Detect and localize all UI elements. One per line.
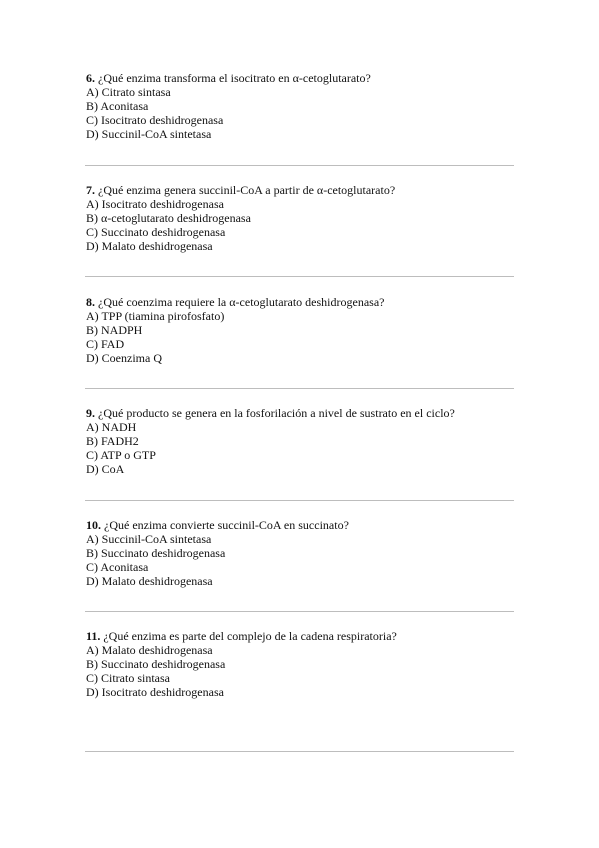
question-line <box>86 518 516 532</box>
question-line <box>86 629 516 643</box>
divider <box>85 500 514 501</box>
question-text: ¿Qué coenzima requiere la α-cetoglutarato deshidrogenasa? <box>98 295 385 309</box>
option-d: D) Succinil-CoA sintetasa <box>86 127 212 141</box>
option-c: C) Isocitrato deshidrogenasa <box>86 113 224 127</box>
question-line <box>86 406 516 420</box>
question-text: ¿Qué enzima convierte succinil-CoA en succinato? <box>104 518 349 532</box>
question-8 <box>86 295 516 365</box>
question-text: ¿Qué enzima es parte del complejo de la cadena respiratoria? <box>103 629 397 643</box>
option-d: D) Coenzima Q <box>86 351 162 365</box>
question-6 <box>86 71 516 141</box>
question-text: ¿Qué enzima genera succinil-CoA a partir de α-cetoglutarato? <box>98 183 396 197</box>
question-number: 7. <box>86 183 95 197</box>
option-a: A) Malato deshidrogenasa <box>86 643 213 657</box>
question-number: 8. <box>86 295 95 309</box>
question-11 <box>86 629 516 699</box>
question-text: ¿Qué enzima transforma el isocitrato en α-cetoglutarato? <box>98 71 371 85</box>
question-line <box>86 295 516 309</box>
question-number: 6. <box>86 71 95 85</box>
option-c: C) Citrato sintasa <box>86 671 170 685</box>
question-7 <box>86 183 516 253</box>
option-b: B) α-cetoglutarato deshidrogenasa <box>86 211 251 225</box>
option-a: A) Citrato sintasa <box>86 85 171 99</box>
option-a: A) TPP (tiamina pirofosfato) <box>86 309 225 323</box>
option-c: C) Succinato deshidrogenasa <box>86 225 226 239</box>
divider <box>85 276 514 277</box>
option-d: D) Isocitrato deshidrogenasa <box>86 685 224 699</box>
divider <box>85 388 514 389</box>
question-number: 9. <box>86 406 95 420</box>
option-a: A) Isocitrato deshidrogenasa <box>86 197 224 211</box>
option-a: A) NADH <box>86 420 137 434</box>
option-c: C) Aconitasa <box>86 560 149 574</box>
divider <box>85 165 514 166</box>
option-d: D) CoA <box>86 462 125 476</box>
divider <box>85 751 514 752</box>
option-c: C) ATP o GTP <box>86 448 156 462</box>
question-9 <box>86 406 516 476</box>
option-d: D) Malato deshidrogenasa <box>86 574 213 588</box>
option-b: B) FADH2 <box>86 434 139 448</box>
question-line <box>86 71 516 85</box>
divider <box>85 611 514 612</box>
option-b: B) Succinato deshidrogenasa <box>86 546 226 560</box>
option-b: B) Succinato deshidrogenasa <box>86 657 226 671</box>
option-c: C) FAD <box>86 337 125 351</box>
option-a: A) Succinil-CoA sintetasa <box>86 532 212 546</box>
question-number: 10. <box>86 518 101 532</box>
option-d: D) Malato deshidrogenasa <box>86 239 213 253</box>
question-text: ¿Qué producto se genera en la fosforilación a nivel de sustrato en el ciclo? <box>98 406 455 420</box>
option-b: B) NADPH <box>86 323 143 337</box>
option-b: B) Aconitasa <box>86 99 149 113</box>
question-line <box>86 183 516 197</box>
question-10 <box>86 518 516 588</box>
question-number: 11. <box>86 629 101 643</box>
